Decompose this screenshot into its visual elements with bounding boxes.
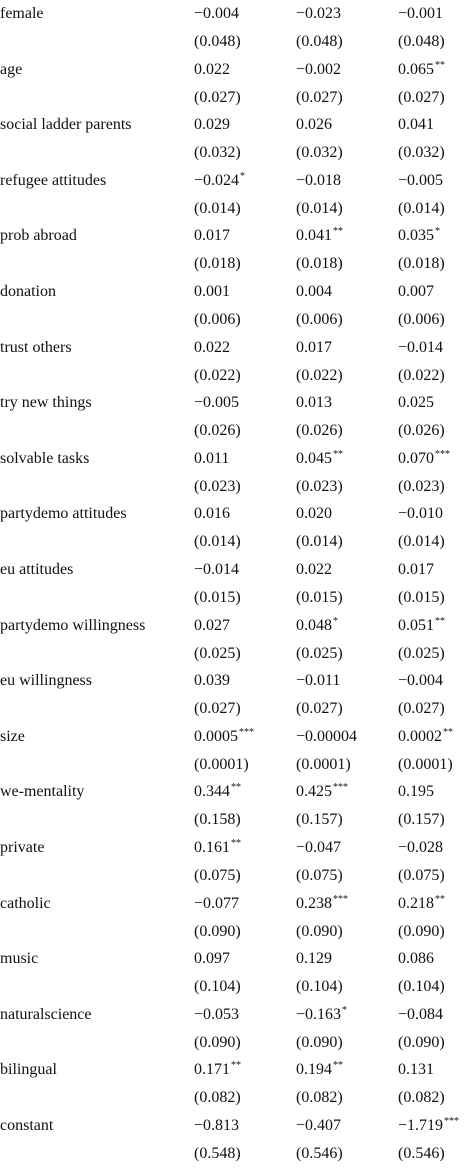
coefficient-value: −0.014 bbox=[194, 561, 240, 578]
coefficient-cell bbox=[398, 111, 434, 139]
coefficient-value: 0.194 bbox=[296, 1061, 332, 1078]
coef-row bbox=[0, 167, 474, 195]
standard-error-cell: (0.018) bbox=[398, 255, 445, 272]
coefficient-value: 0.195 bbox=[398, 783, 434, 800]
se-row bbox=[0, 250, 474, 278]
coef-row bbox=[0, 556, 474, 584]
se-row bbox=[0, 28, 474, 56]
coefficient-value: −0.002 bbox=[296, 61, 342, 78]
coefficient-cell bbox=[398, 389, 434, 417]
variable-label: social ladder parents bbox=[0, 116, 132, 133]
significance-stars: * bbox=[333, 616, 338, 627]
se-row bbox=[0, 751, 474, 779]
coefficient-cell bbox=[398, 890, 445, 918]
coefficient-cell bbox=[194, 723, 254, 751]
coefficient-value: 0.039 bbox=[194, 672, 230, 689]
coefficient-value: 0.238 bbox=[296, 895, 332, 912]
coefficient-value: 0.029 bbox=[194, 116, 230, 133]
coefficient-value: 0.022 bbox=[194, 339, 230, 356]
coefficient-value: 0.161 bbox=[194, 839, 230, 856]
coefficient-cell bbox=[296, 667, 340, 695]
variable-label: private bbox=[0, 839, 45, 856]
se-row bbox=[0, 584, 474, 612]
significance-stars: *** bbox=[333, 782, 348, 793]
significance-stars: *** bbox=[435, 449, 450, 460]
coefficient-cell bbox=[296, 167, 341, 195]
significance-stars: ** bbox=[333, 1060, 343, 1071]
significance-stars: ** bbox=[231, 1060, 241, 1071]
coefficient-cell bbox=[296, 389, 332, 417]
coefficient-value: 0.218 bbox=[398, 895, 434, 912]
variable-label: female bbox=[0, 5, 44, 22]
coefficient-cell bbox=[398, 334, 443, 362]
coefficient-cell bbox=[296, 723, 357, 751]
coefficient-value: 0.027 bbox=[194, 617, 230, 634]
standard-error-cell: (0.158) bbox=[194, 811, 241, 828]
coefficient-value: 0.035 bbox=[398, 227, 434, 244]
variable-label: try new things bbox=[0, 394, 92, 411]
standard-error-cell: (0.027) bbox=[194, 89, 241, 106]
se-row bbox=[0, 973, 474, 1001]
coefficient-cell bbox=[296, 778, 348, 806]
coef-row bbox=[0, 1001, 474, 1029]
standard-error-cell: (0.048) bbox=[398, 33, 445, 50]
standard-error-cell: (0.048) bbox=[296, 33, 343, 50]
coefficient-value: 0.097 bbox=[194, 950, 230, 967]
standard-error-cell: (0.157) bbox=[296, 811, 343, 828]
standard-error-cell: (0.090) bbox=[194, 923, 241, 940]
coefficient-cell bbox=[194, 612, 230, 640]
coefficient-cell bbox=[296, 334, 332, 362]
se-row bbox=[0, 640, 474, 668]
standard-error-cell: (0.014) bbox=[398, 533, 445, 550]
coefficient-value: 0.007 bbox=[398, 283, 434, 300]
significance-stars: *** bbox=[444, 1116, 460, 1127]
significance-stars: *** bbox=[239, 727, 254, 738]
variable-label: size bbox=[0, 728, 25, 745]
se-row bbox=[0, 139, 474, 167]
se-row bbox=[0, 195, 474, 223]
significance-stars: * bbox=[435, 226, 440, 237]
standard-error-cell: (0.075) bbox=[296, 867, 343, 884]
coefficient-value: −0.014 bbox=[398, 339, 444, 356]
variable-label: constant bbox=[0, 1117, 54, 1134]
coefficient-cell bbox=[398, 556, 434, 584]
variable-label: music bbox=[0, 950, 39, 967]
coefficient-value: −0.00004 bbox=[296, 728, 358, 745]
coefficient-cell bbox=[398, 445, 450, 473]
coefficient-cell bbox=[296, 556, 332, 584]
coefficient-cell bbox=[194, 778, 241, 806]
variable-label: solvable tasks bbox=[0, 450, 90, 467]
coefficient-cell bbox=[398, 778, 434, 806]
coefficient-cell bbox=[398, 500, 443, 528]
coefficient-value: 0.016 bbox=[194, 505, 230, 522]
coefficient-value: −0.407 bbox=[296, 1117, 342, 1134]
coefficient-cell bbox=[398, 0, 443, 28]
significance-stars: ** bbox=[435, 60, 445, 71]
coefficient-cell bbox=[296, 945, 332, 973]
coefficient-cell bbox=[194, 500, 230, 528]
variable-label: prob abroad bbox=[0, 227, 77, 244]
standard-error-cell: (0.027) bbox=[398, 89, 445, 106]
standard-error-cell: (0.025) bbox=[296, 645, 343, 662]
coefficient-cell bbox=[194, 167, 245, 195]
coefficient-value: −0.028 bbox=[398, 839, 444, 856]
coef-row bbox=[0, 945, 474, 973]
standard-error-cell: (0.027) bbox=[194, 700, 241, 717]
standard-error-cell: (0.023) bbox=[194, 478, 241, 495]
coefficient-value: 0.025 bbox=[398, 394, 434, 411]
standard-error-cell: (0.090) bbox=[398, 923, 445, 940]
se-row bbox=[0, 84, 474, 112]
standard-error-cell: (0.032) bbox=[296, 144, 343, 161]
coef-row bbox=[0, 111, 474, 139]
coefficient-cell bbox=[398, 278, 434, 306]
se-row bbox=[0, 1084, 474, 1112]
standard-error-cell: (0.022) bbox=[398, 367, 445, 384]
standard-error-cell: (0.0001) bbox=[398, 756, 453, 773]
coef-row bbox=[0, 834, 474, 862]
coefficient-value: 0.048 bbox=[296, 617, 332, 634]
se-row bbox=[0, 695, 474, 723]
coef-row bbox=[0, 334, 474, 362]
coefficient-cell bbox=[194, 890, 239, 918]
coefficient-value: 0.070 bbox=[398, 450, 434, 467]
variable-label: donation bbox=[0, 283, 56, 300]
coefficient-cell bbox=[296, 56, 341, 84]
standard-error-cell: (0.026) bbox=[194, 422, 241, 439]
coefficient-cell bbox=[398, 834, 443, 862]
significance-stars: * bbox=[240, 171, 246, 182]
coefficient-cell bbox=[194, 945, 230, 973]
standard-error-cell: (0.032) bbox=[398, 144, 445, 161]
standard-error-cell: (0.090) bbox=[398, 1034, 445, 1051]
coefficient-cell bbox=[296, 890, 348, 918]
coefficient-cell bbox=[194, 556, 239, 584]
coefficient-value: 0.011 bbox=[194, 450, 230, 467]
coef-row bbox=[0, 778, 474, 806]
standard-error-cell: (0.157) bbox=[398, 811, 445, 828]
se-row bbox=[0, 528, 474, 556]
coefficient-value: −0.005 bbox=[398, 172, 444, 189]
se-row bbox=[0, 306, 474, 334]
coefficient-value: 0.045 bbox=[296, 450, 332, 467]
coefficient-cell bbox=[194, 1001, 239, 1029]
standard-error-cell: (0.025) bbox=[194, 645, 241, 662]
coef-row bbox=[0, 890, 474, 918]
significance-stars: ** bbox=[231, 782, 241, 793]
significance-stars: *** bbox=[333, 894, 348, 905]
standard-error-cell: (0.006) bbox=[398, 311, 445, 328]
standard-error-cell: (0.023) bbox=[398, 478, 445, 495]
standard-error-cell: (0.027) bbox=[296, 89, 343, 106]
standard-error-cell: (0.075) bbox=[194, 867, 241, 884]
coefficient-value: 0.004 bbox=[296, 283, 332, 300]
coefficient-value: 0.022 bbox=[296, 561, 332, 578]
coefficient-value: 0.017 bbox=[296, 339, 332, 356]
coefficient-value: 0.171 bbox=[194, 1061, 230, 1078]
se-row bbox=[0, 1029, 474, 1057]
significance-stars: ** bbox=[435, 894, 445, 905]
standard-error-cell: (0.090) bbox=[296, 923, 343, 940]
coefficient-value: 0.013 bbox=[296, 394, 332, 411]
coefficient-cell bbox=[296, 1001, 347, 1029]
coef-row bbox=[0, 667, 474, 695]
coef-row bbox=[0, 56, 474, 84]
coefficient-value: 0.041 bbox=[398, 116, 434, 133]
variable-label: partydemo willingness bbox=[0, 617, 146, 634]
significance-stars: ** bbox=[333, 226, 343, 237]
coefficient-value: −0.047 bbox=[296, 839, 342, 856]
coefficient-value: 0.129 bbox=[296, 950, 332, 967]
standard-error-cell: (0.082) bbox=[296, 1089, 343, 1106]
coefficient-cell bbox=[398, 667, 443, 695]
coefficient-cell bbox=[296, 0, 341, 28]
standard-error-cell: (0.026) bbox=[296, 422, 343, 439]
coefficient-cell bbox=[398, 1056, 434, 1084]
standard-error-cell: (0.014) bbox=[194, 533, 241, 550]
standard-error-cell: (0.082) bbox=[398, 1089, 445, 1106]
coefficient-value: −0.077 bbox=[194, 895, 240, 912]
coefficient-cell bbox=[398, 222, 440, 250]
coefficient-cell bbox=[398, 1112, 459, 1140]
coefficient-value: 0.026 bbox=[296, 116, 332, 133]
coefficient-cell bbox=[194, 111, 230, 139]
standard-error-cell: (0.048) bbox=[194, 33, 241, 50]
standard-error-cell: (0.014) bbox=[398, 200, 445, 217]
standard-error-cell: (0.082) bbox=[194, 1089, 241, 1106]
coefficient-value: −0.084 bbox=[398, 1006, 444, 1023]
standard-error-cell: (0.090) bbox=[194, 1034, 241, 1051]
coef-row bbox=[0, 222, 474, 250]
coefficient-cell bbox=[296, 445, 343, 473]
variable-label: we-mentality bbox=[0, 783, 85, 800]
coefficient-value: 0.051 bbox=[398, 617, 434, 634]
standard-error-cell: (0.546) bbox=[296, 1145, 343, 1162]
coefficient-value: −0.163 bbox=[296, 1006, 342, 1023]
variable-label: refugee attitudes bbox=[0, 172, 107, 189]
coefficient-cell bbox=[194, 445, 229, 473]
coefficient-cell bbox=[194, 0, 239, 28]
coefficient-value: −0.010 bbox=[398, 505, 444, 522]
coef-row bbox=[0, 612, 474, 640]
significance-stars: ** bbox=[435, 616, 445, 627]
coefficient-cell bbox=[398, 945, 434, 973]
coefficient-value: 0.017 bbox=[194, 227, 230, 244]
coef-row bbox=[0, 1056, 474, 1084]
standard-error-cell: (0.025) bbox=[398, 645, 445, 662]
standard-error-cell: (0.0001) bbox=[296, 756, 351, 773]
coefficient-cell bbox=[296, 500, 332, 528]
variable-label: partydemo attitudes bbox=[0, 505, 127, 522]
coefficient-value: 0.425 bbox=[296, 783, 332, 800]
se-row bbox=[0, 417, 474, 445]
coef-row bbox=[0, 389, 474, 417]
coefficient-value: −0.011 bbox=[296, 672, 341, 689]
se-row bbox=[0, 806, 474, 834]
standard-error-cell: (0.0001) bbox=[194, 756, 249, 773]
coefficient-value: 0.0005 bbox=[194, 728, 238, 745]
standard-error-cell: (0.015) bbox=[194, 589, 241, 606]
se-row bbox=[0, 1140, 474, 1168]
standard-error-cell: (0.075) bbox=[398, 867, 445, 884]
coefficient-value: −0.004 bbox=[398, 672, 444, 689]
coefficient-cell bbox=[398, 612, 445, 640]
coefficient-value: 0.020 bbox=[296, 505, 332, 522]
coefficient-value: 0.001 bbox=[194, 283, 230, 300]
coefficient-value: 0.017 bbox=[398, 561, 434, 578]
se-row bbox=[0, 862, 474, 890]
coef-row bbox=[0, 723, 474, 751]
coefficient-value: −0.023 bbox=[296, 5, 342, 22]
significance-stars: ** bbox=[333, 449, 343, 460]
standard-error-cell: (0.014) bbox=[296, 533, 343, 550]
coefficient-cell bbox=[398, 1001, 443, 1029]
coefficient-cell bbox=[194, 667, 230, 695]
coefficient-value: −1.719 bbox=[398, 1117, 444, 1134]
coefficient-value: 0.086 bbox=[398, 950, 434, 967]
se-row bbox=[0, 918, 474, 946]
coefficient-cell bbox=[296, 222, 343, 250]
coefficient-cell bbox=[398, 56, 445, 84]
coef-row bbox=[0, 278, 474, 306]
variable-label: trust others bbox=[0, 339, 72, 356]
variable-label: eu attitudes bbox=[0, 561, 74, 578]
coefficient-value: 0.065 bbox=[398, 61, 434, 78]
standard-error-cell: (0.032) bbox=[194, 144, 241, 161]
standard-error-cell: (0.548) bbox=[194, 1145, 241, 1162]
standard-error-cell: (0.006) bbox=[296, 311, 343, 328]
standard-error-cell: (0.022) bbox=[194, 367, 241, 384]
variable-label: bilingual bbox=[0, 1061, 57, 1078]
coefficient-value: −0.813 bbox=[194, 1117, 240, 1134]
variable-label: naturalscience bbox=[0, 1006, 92, 1023]
coefficient-value: 0.0002 bbox=[398, 728, 442, 745]
significance-stars: ** bbox=[231, 838, 241, 849]
standard-error-cell: (0.018) bbox=[296, 255, 343, 272]
coefficient-cell bbox=[296, 278, 332, 306]
standard-error-cell: (0.015) bbox=[398, 589, 445, 606]
coefficient-value: −0.005 bbox=[194, 394, 240, 411]
significance-stars: * bbox=[342, 1005, 348, 1016]
standard-error-cell: (0.027) bbox=[398, 700, 445, 717]
coefficient-cell bbox=[398, 723, 453, 751]
coef-row bbox=[0, 500, 474, 528]
standard-error-cell: (0.015) bbox=[296, 589, 343, 606]
standard-error-cell: (0.104) bbox=[296, 978, 343, 995]
standard-error-cell: (0.090) bbox=[296, 1034, 343, 1051]
coefficient-value: −0.018 bbox=[296, 172, 342, 189]
variable-label: eu willingness bbox=[0, 672, 92, 689]
coefficient-value: −0.024 bbox=[194, 172, 240, 189]
coefficient-value: 0.041 bbox=[296, 227, 332, 244]
coefficient-value: 0.131 bbox=[398, 1061, 434, 1078]
standard-error-cell: (0.104) bbox=[398, 978, 445, 995]
standard-error-cell: (0.026) bbox=[398, 422, 445, 439]
coefficient-cell bbox=[194, 56, 230, 84]
standard-error-cell: (0.006) bbox=[194, 311, 241, 328]
coef-row bbox=[0, 445, 474, 473]
significance-stars: ** bbox=[443, 727, 453, 738]
se-row bbox=[0, 473, 474, 501]
coefficient-cell bbox=[296, 612, 338, 640]
standard-error-cell: (0.014) bbox=[296, 200, 343, 217]
standard-error-cell: (0.023) bbox=[296, 478, 343, 495]
coefficient-cell bbox=[194, 834, 241, 862]
coefficient-value: −0.001 bbox=[398, 5, 444, 22]
se-row bbox=[0, 362, 474, 390]
standard-error-cell: (0.104) bbox=[194, 978, 241, 995]
coefficient-value: −0.004 bbox=[194, 5, 240, 22]
standard-error-cell: (0.546) bbox=[398, 1145, 445, 1162]
coefficient-cell bbox=[398, 167, 443, 195]
coefficient-cell bbox=[194, 334, 230, 362]
standard-error-cell: (0.022) bbox=[296, 367, 343, 384]
coefficient-cell bbox=[296, 834, 341, 862]
coefficient-cell bbox=[194, 389, 239, 417]
coefficient-value: 0.344 bbox=[194, 783, 230, 800]
coef-row bbox=[0, 1112, 474, 1140]
standard-error-cell: (0.027) bbox=[296, 700, 343, 717]
coefficient-cell bbox=[194, 1056, 241, 1084]
coefficient-cell bbox=[194, 1112, 239, 1140]
coefficient-cell bbox=[194, 222, 230, 250]
coefficient-cell bbox=[296, 111, 332, 139]
coef-row bbox=[0, 0, 474, 28]
standard-error-cell: (0.014) bbox=[194, 200, 241, 217]
standard-error-cell: (0.018) bbox=[194, 255, 241, 272]
coefficient-value: 0.022 bbox=[194, 61, 230, 78]
variable-label: age bbox=[0, 61, 23, 78]
coefficient-value: −0.053 bbox=[194, 1006, 240, 1023]
variable-label: catholic bbox=[0, 895, 51, 912]
coefficient-cell bbox=[194, 278, 230, 306]
coefficient-cell bbox=[296, 1056, 343, 1084]
coefficient-cell bbox=[296, 1112, 341, 1140]
